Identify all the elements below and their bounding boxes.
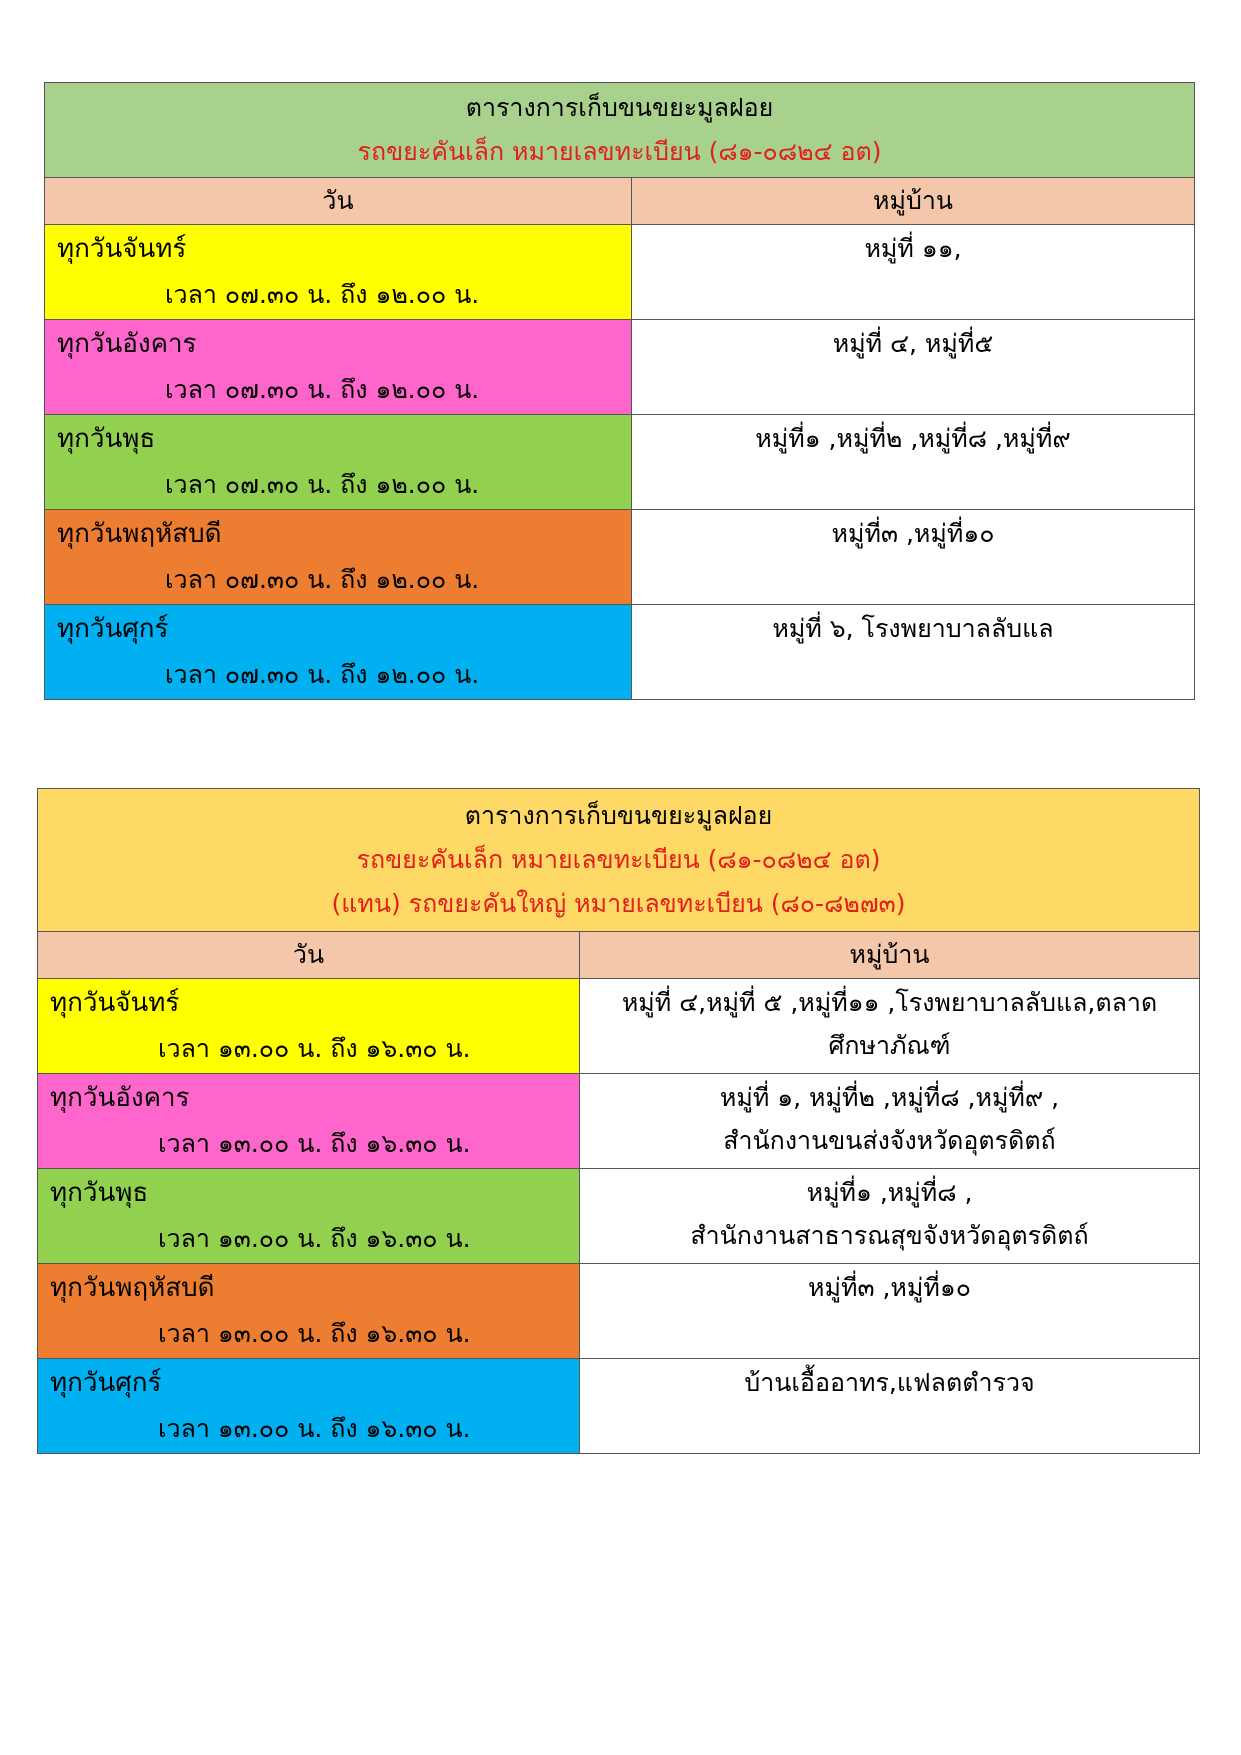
collection-time: เวลา ๐๗.๓๐ น. ถึง ๑๒.๐๐ น.	[165, 470, 480, 499]
village-line: หมู่ที่๑ ,หมู่ที่๘ ,	[806, 1178, 973, 1207]
table-title-block	[38, 789, 1200, 932]
village-cell: หมู่ที่ ๖, โรงพยาบาลลับแล	[632, 605, 1195, 700]
day-cell-thursday	[45, 510, 632, 605]
village-cell	[580, 1074, 1200, 1169]
day-cell-monday	[38, 979, 580, 1074]
village-line: ศึกษาภัณฑ์	[828, 1031, 951, 1060]
day-cell-friday	[38, 1359, 580, 1454]
table-row	[38, 1074, 1200, 1169]
collection-time: เวลา ๐๗.๓๐ น. ถึง ๑๒.๐๐ น.	[165, 660, 480, 689]
day-cell-wednesday	[45, 415, 632, 510]
table-title: ตารางการเก็บขนขยะมูลฝอย	[464, 801, 773, 830]
column-header-village: หมู่บ้าน	[580, 932, 1200, 979]
village-cell: หมู่ที่ ๑๑,	[632, 225, 1195, 320]
day-name: ทุกวันพุธ	[50, 1178, 149, 1208]
collection-time: เวลา ๑๓.๐๐ น. ถึง ๑๖.๓๐ น.	[158, 1034, 471, 1063]
column-header-day: วัน	[38, 932, 580, 979]
day-name: ทุกวันอังคาร	[50, 1083, 190, 1113]
table-subtitle-replacement: (แทน) รถขยะคันใหญ่ หมายเลขทะเบียน (๘๐-๘๒๗๓)	[331, 889, 906, 918]
collection-time: เวลา ๑๓.๐๐ น. ถึง ๑๖.๓๐ น.	[158, 1224, 471, 1253]
collection-time: เวลา ๑๓.๐๐ น. ถึง ๑๖.๓๐ น.	[158, 1319, 471, 1348]
day-cell-thursday	[38, 1264, 580, 1359]
table-subtitle: รถขยะคันเล็ก หมายเลขทะเบียน (๘๑-๐๘๒๔ อต)	[357, 137, 882, 166]
collection-time: เวลา ๐๗.๓๐ น. ถึง ๑๒.๐๐ น.	[165, 375, 480, 404]
village-line: สำนักงานสาธารณสุขจังหวัดอุตรดิตถ์	[690, 1221, 1089, 1250]
table-title: ตารางการเก็บขนขยะมูลฝอย	[465, 93, 774, 122]
column-header-day: วัน	[45, 178, 632, 225]
village-cell	[580, 1264, 1200, 1359]
table-row	[45, 605, 1195, 700]
table-title-block	[45, 83, 1195, 178]
day-cell-friday	[45, 605, 632, 700]
day-name: ทุกวันศุกร์	[50, 1368, 162, 1398]
village-cell: หมู่ที่๑ ,หมู่ที่๒ ,หมู่ที่๘ ,หมู่ที่๙	[632, 415, 1195, 510]
village-line: หมู่ที่ ๑, หมู่ที่๒ ,หมู่ที่๘ ,หมู่ที่๙ ,	[719, 1083, 1060, 1112]
day-cell-monday	[45, 225, 632, 320]
collection-time: เวลา ๐๗.๓๐ น. ถึง ๑๒.๐๐ น.	[165, 565, 480, 594]
table-row	[38, 1264, 1200, 1359]
collection-time: เวลา ๑๓.๐๐ น. ถึง ๑๖.๓๐ น.	[158, 1129, 471, 1158]
table-row	[45, 225, 1195, 320]
day-name: ทุกวันจันทร์	[57, 234, 187, 264]
table-subtitle: รถขยะคันเล็ก หมายเลขทะเบียน (๘๑-๐๘๒๔ อต)	[356, 845, 881, 874]
collection-time: เวลา ๑๓.๐๐ น. ถึง ๑๖.๓๐ น.	[158, 1414, 471, 1443]
village-line: หมู่ที่ ๔,หมู่ที่ ๕ ,หมู่ที่๑๑ ,โรงพยาบาลลับแล,ตลาด	[621, 988, 1158, 1017]
village-line: บ้านเอื้ออาทร,แฟลตตำรวจ	[744, 1368, 1035, 1397]
village-cell	[580, 1169, 1200, 1264]
day-cell-wednesday	[38, 1169, 580, 1264]
day-name: ทุกวันจันทร์	[50, 988, 180, 1018]
schedule-table-morning	[44, 82, 1195, 700]
table-row	[38, 979, 1200, 1074]
table-header-row	[45, 178, 1195, 225]
day-name: ทุกวันพุธ	[57, 424, 156, 454]
village-cell: หมู่ที่ ๔, หมู่ที่๕	[632, 320, 1195, 415]
village-cell	[580, 979, 1200, 1074]
day-name: ทุกวันอังคาร	[57, 329, 197, 359]
village-cell	[580, 1359, 1200, 1454]
day-name: ทุกวันพฤหัสบดี	[57, 519, 222, 549]
day-name: ทุกวันศุกร์	[57, 614, 169, 644]
table-row	[45, 510, 1195, 605]
day-cell-tuesday	[45, 320, 632, 415]
day-cell-tuesday	[38, 1074, 580, 1169]
schedule-table-afternoon	[37, 788, 1200, 1454]
table-row	[38, 1169, 1200, 1264]
table-header-row	[38, 932, 1200, 979]
village-line: หมู่ที่๓ ,หมู่ที่๑๐	[808, 1273, 971, 1302]
table-row	[45, 320, 1195, 415]
village-line: สำนักงานขนส่งจังหวัดอุตรดิตถ์	[723, 1126, 1056, 1155]
collection-time: เวลา ๐๗.๓๐ น. ถึง ๑๒.๐๐ น.	[165, 280, 480, 309]
table-row	[38, 1359, 1200, 1454]
column-header-village: หมู่บ้าน	[632, 178, 1195, 225]
table-row	[45, 415, 1195, 510]
day-name: ทุกวันพฤหัสบดี	[50, 1273, 215, 1303]
village-cell: หมู่ที่๓ ,หมู่ที่๑๐	[632, 510, 1195, 605]
